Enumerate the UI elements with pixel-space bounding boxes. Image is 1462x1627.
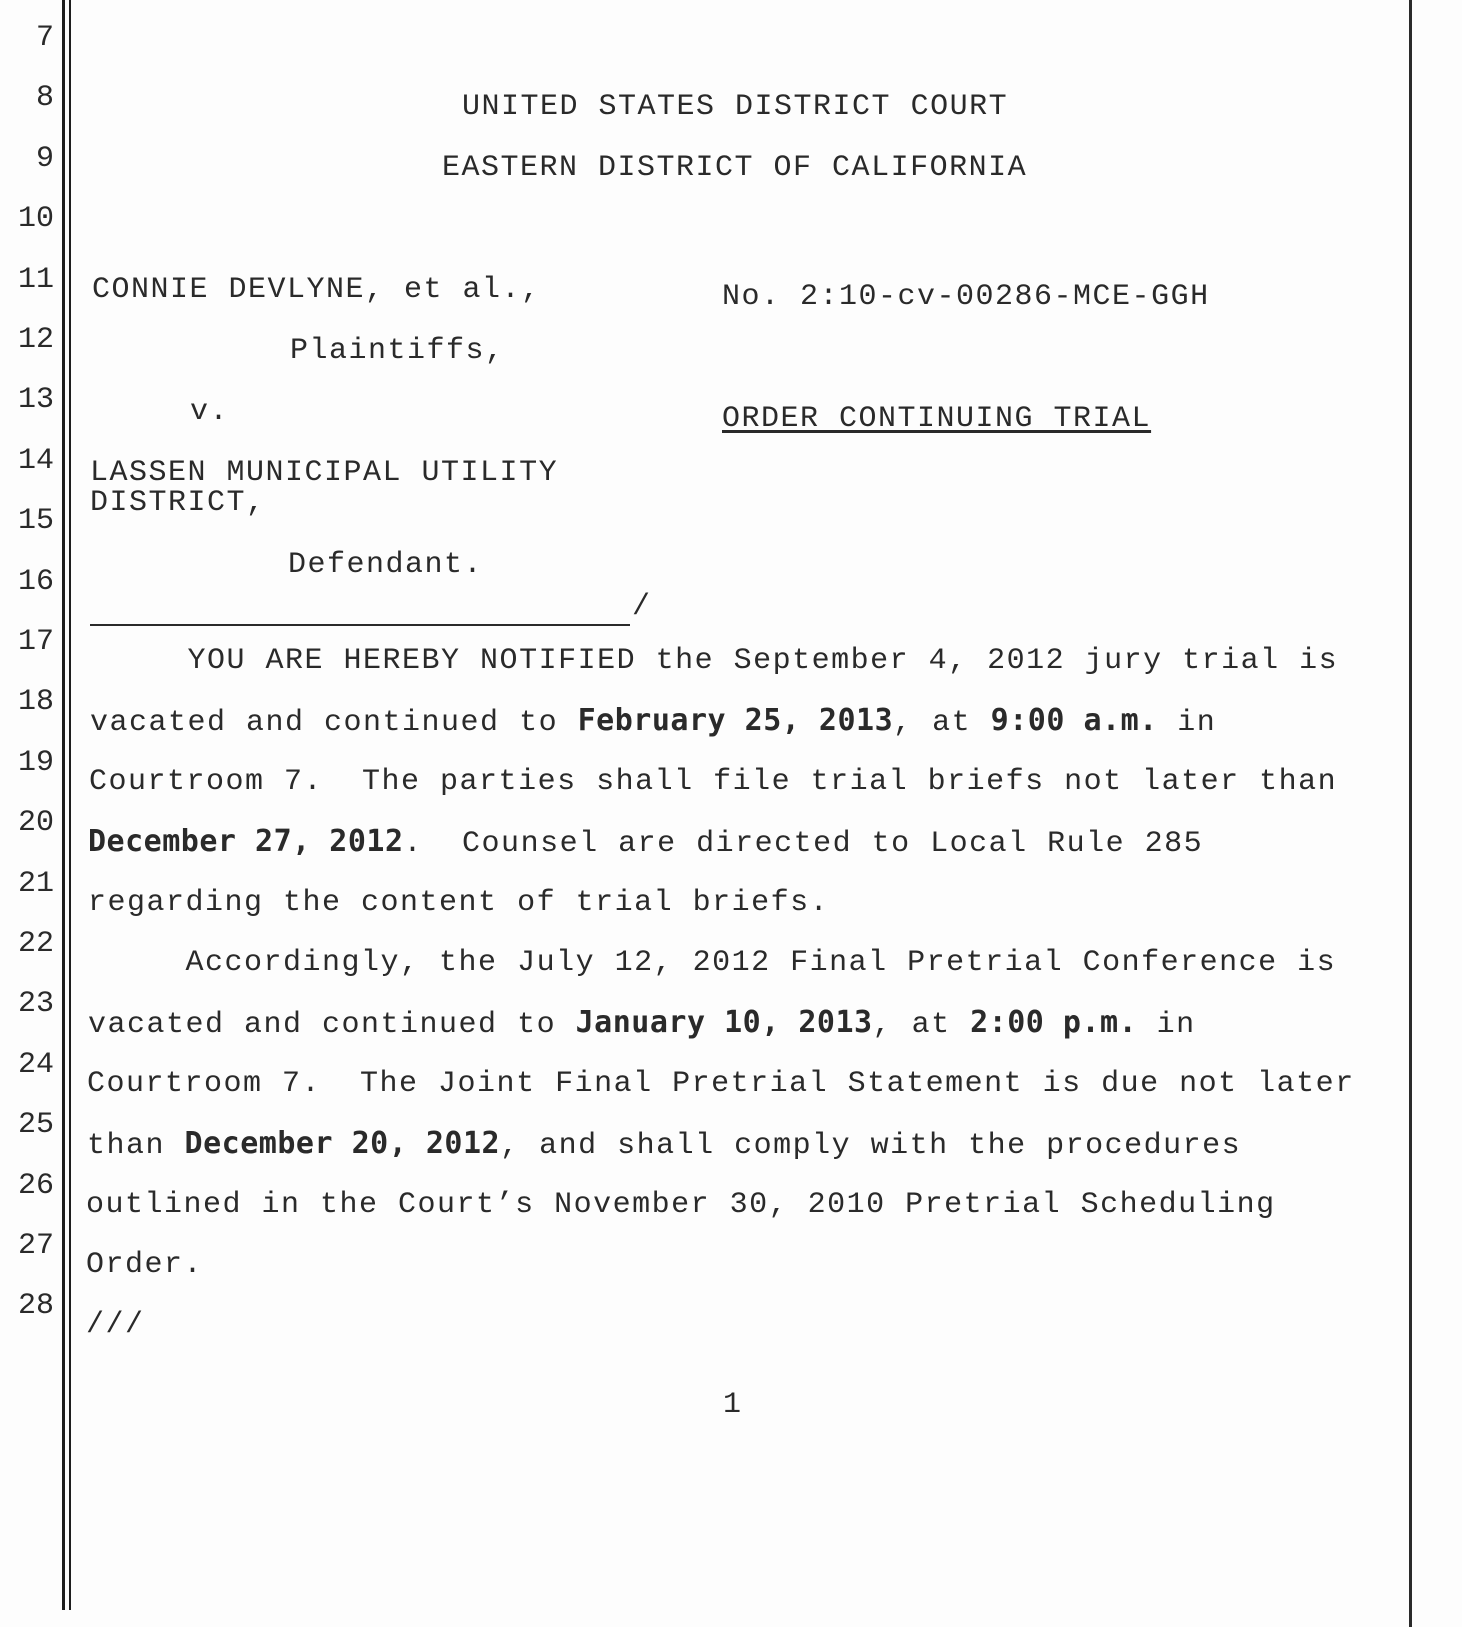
line-number: 11	[17, 262, 54, 297]
line-number: 21	[17, 866, 54, 901]
line-number: 16	[17, 564, 54, 599]
line-number: 19	[17, 745, 54, 780]
body-line-28: ///	[86, 1308, 145, 1342]
district-name: EASTERN DISTRICT OF CALIFORNIA	[442, 151, 1028, 185]
line-number: 23	[17, 987, 54, 1022]
body-line-26: outlined in the Court’s November 30, 2010 Pretrial Scheduling	[86, 1188, 1276, 1222]
defendant-name-line1: LASSEN MUNICIPAL UTILITY	[90, 456, 559, 490]
line-number: 15	[17, 504, 54, 539]
left-margin-rule-inner	[69, 0, 71, 1610]
line-number: 10	[17, 202, 54, 237]
conference-time: 2:00 p.m.	[970, 1005, 1138, 1040]
trial-briefs-deadline: December 27, 2012	[88, 824, 404, 859]
line-number: 25	[17, 1108, 54, 1143]
body-line-21: regarding the content of trial briefs.	[88, 886, 830, 920]
line-number: 14	[17, 443, 54, 478]
versus: v.	[190, 395, 230, 429]
line-number: 28	[17, 1289, 54, 1324]
line-number: 13	[17, 383, 54, 418]
plaintiff-role: Plaintiffs,	[290, 334, 505, 368]
trial-time: 9:00 a.m.	[990, 703, 1158, 738]
defendant-name-line2: DISTRICT,	[90, 486, 266, 520]
line-number: 17	[17, 625, 54, 659]
line-number: 20	[17, 806, 54, 841]
body-line-24: Courtroom 7. The Joint Final Pretrial Statement is due not later	[87, 1067, 1355, 1101]
caption-underline	[90, 624, 630, 626]
line-number: 18	[17, 685, 54, 720]
line-number: 8	[35, 81, 54, 116]
body-line-22: Accordingly, the July 12, 2012 Final Pretrial Conference is	[88, 946, 1337, 980]
conference-date: January 10, 2013	[575, 1005, 873, 1040]
body-line-19: Courtroom 7. The parties shall file trial briefs not later than	[89, 765, 1338, 799]
right-margin-rule	[1409, 0, 1412, 1627]
line-number: 24	[17, 1047, 54, 1082]
line-number: 27	[17, 1229, 54, 1263]
court-name: UNITED STATES DISTRICT COURT	[462, 90, 1009, 124]
line-number: 26	[17, 1168, 54, 1203]
body-line-18: vacated and continued to February 25, 2013, at 9:00 a.m. in	[90, 703, 1217, 740]
line-number: 12	[17, 323, 54, 357]
caption-slash: /	[632, 590, 651, 624]
body-line-27: Order.	[86, 1248, 204, 1282]
line-number: 9	[35, 141, 54, 176]
line-number: 7	[35, 21, 54, 55]
plaintiff-name: CONNIE DEVLYNE, et al.,	[92, 273, 541, 307]
body-line-20: December 27, 2012. Counsel are directed to Local Rule 285	[88, 824, 1204, 861]
defendant-role: Defendant.	[288, 548, 484, 582]
case-number: No. 2:10-cv-00286-MCE-GGH	[722, 280, 1210, 314]
line-number: 22	[17, 927, 54, 961]
body-line-23: vacated and continued to January 10, 2013, at 2:00 p.m. in	[88, 1005, 1196, 1042]
left-margin-rule-outer	[62, 0, 65, 1610]
page-number: 1	[723, 1388, 743, 1422]
body-line-17: YOU ARE HEREBY NOTIFIED the September 4, 2012 jury trial is	[90, 644, 1339, 678]
order-title: ORDER CONTINUING TRIAL	[722, 402, 1152, 436]
trial-date: February 25, 2013	[577, 703, 894, 738]
statement-deadline: December 20, 2012	[184, 1126, 501, 1161]
body-line-25: than December 20, 2012, and shall comply with the procedures	[87, 1126, 1242, 1163]
